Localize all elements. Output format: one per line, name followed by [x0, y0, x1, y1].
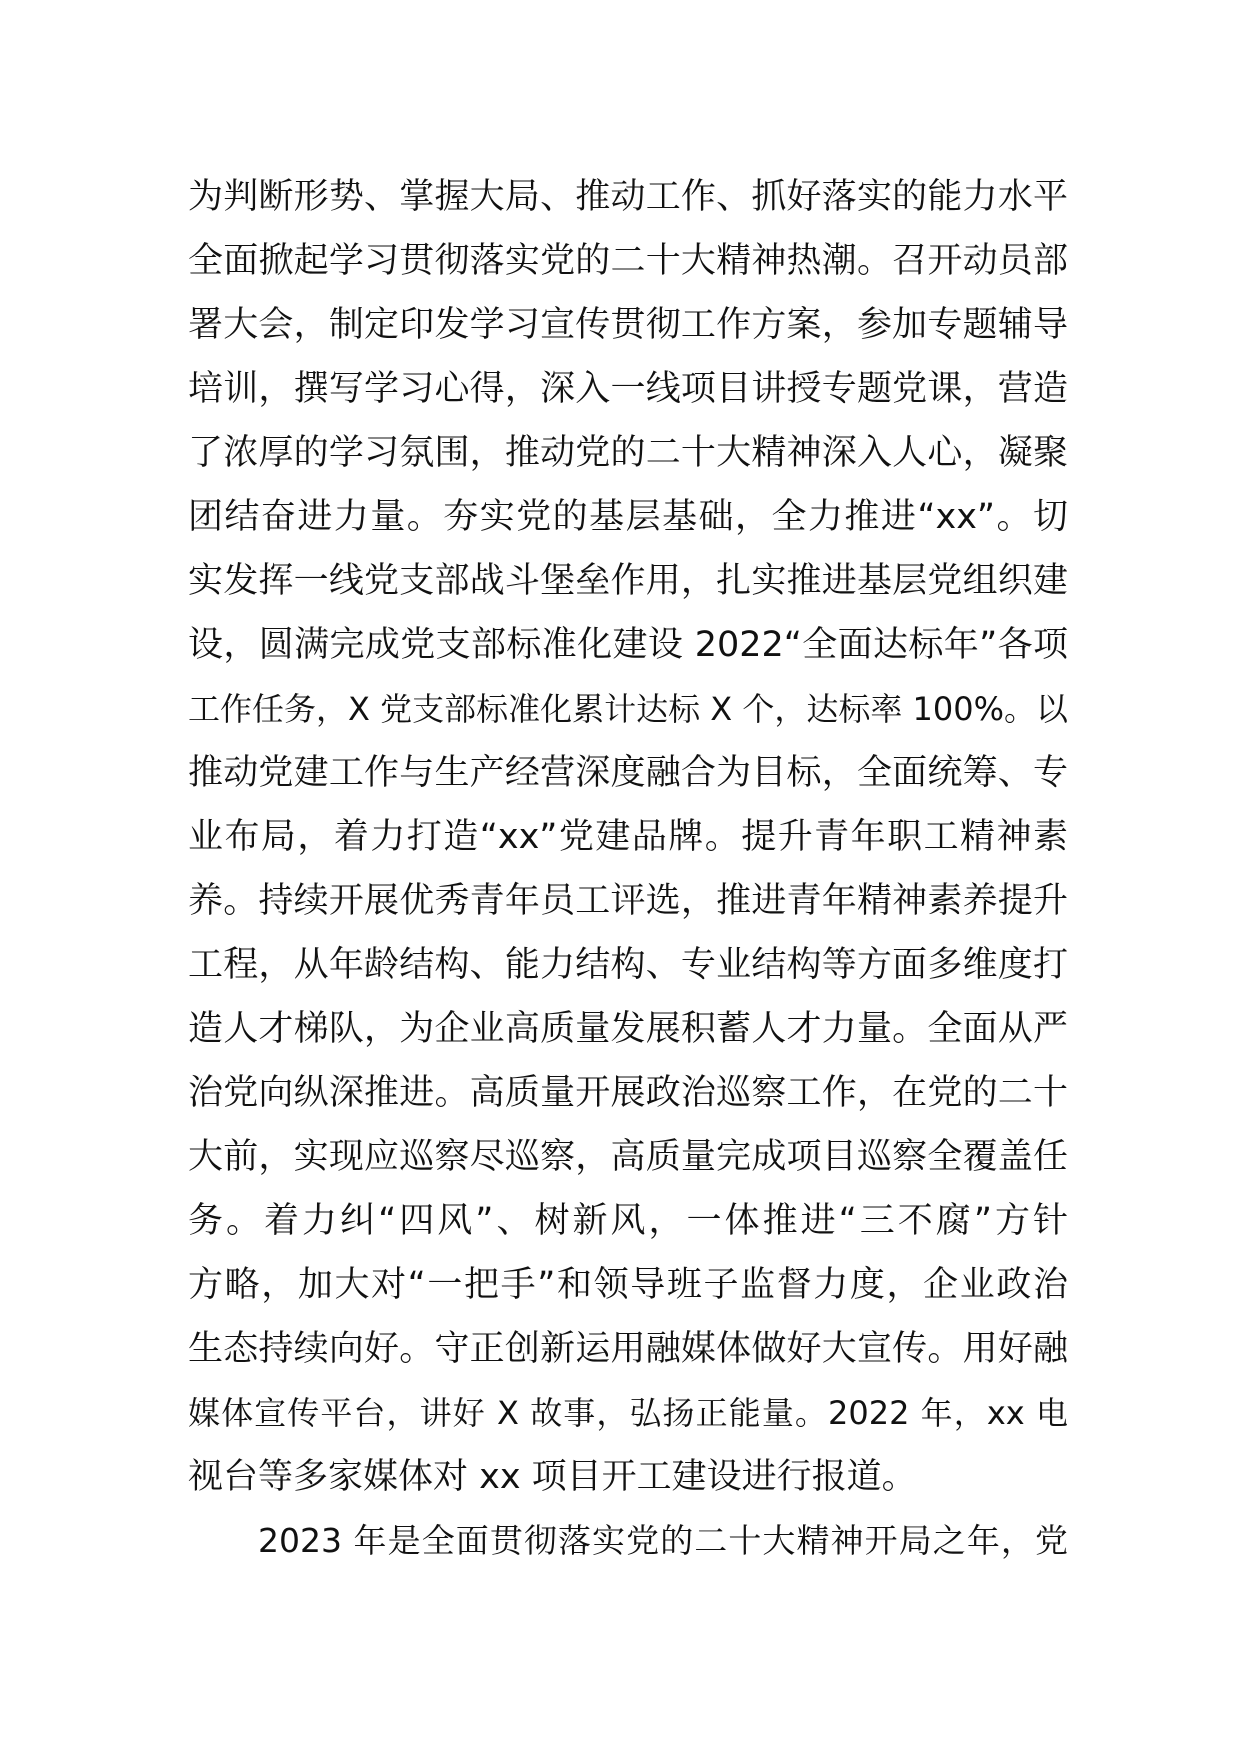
- paragraph-line-indented: 2023 年是全面贯彻落实党的二十大精神开局之年，党: [258, 1521, 1068, 1560]
- paragraph-line: 视台等多家媒体对 xx 项目开工建设进行报道。: [188, 1457, 917, 1497]
- paragraph-line: 媒体宣传平台，讲好 X 故事，弘扬正能量。2022 年，xx 电: [188, 1394, 1068, 1432]
- paragraph-line: 全面掀起学习贯彻落实党的二十大精神热潮。召开动员部: [188, 241, 1068, 281]
- paragraph-line: 造人才梯队，为企业高质量发展积蓄人才力量。全面从严: [188, 1009, 1068, 1049]
- paragraph-line: 生态持续向好。守正创新运用融媒体做好大宣传。用好融: [188, 1329, 1068, 1369]
- paragraph-line: 培训，撰写学习心得，深入一线项目讲授专题党课，营造: [188, 369, 1068, 409]
- paragraph-line: 工作任务，X 党支部标准化累计达标 X 个，达标率 100%。以: [188, 690, 1068, 728]
- paragraph-line: 务。着力纠“四风”、树新风，一体推进“三不腐”方针: [188, 1201, 1068, 1241]
- paragraph-line: 工程，从年龄结构、能力结构、专业结构等方面多维度打: [188, 945, 1068, 985]
- body-text: [188, 165, 1068, 1573]
- paragraph-line: 了浓厚的学习氛围，推动党的二十大精神深入人心，凝聚: [188, 433, 1068, 473]
- paragraph-line: 设，圆满完成党支部标准化建设 2022“全面达标年”各项: [188, 625, 1068, 665]
- paragraph-line: 业布局，着力打造“xx”党建品牌。提升青年职工精神素: [188, 817, 1068, 857]
- paragraph-line: 团结奋进力量。夯实党的基层基础，全力推进“xx”。切: [188, 497, 1068, 537]
- paragraph-line: 为判断形势、掌握大局、推动工作、抓好落实的能力水平: [188, 177, 1068, 217]
- paragraph-line: 治党向纵深推进。高质量开展政治巡察工作，在党的二十: [188, 1073, 1068, 1113]
- paragraph-line: 实发挥一线党支部战斗堡垒作用，扎实推进基层党组织建: [188, 561, 1068, 601]
- paragraph-line: 推动党建工作与生产经营深度融合为目标，全面统筹、专: [188, 753, 1068, 793]
- paragraph-line: 署大会，制定印发学习宣传贯彻工作方案，参加专题辅导: [188, 305, 1068, 345]
- paragraph-line: 大前，实现应巡察尽巡察，高质量完成项目巡察全覆盖任: [188, 1137, 1068, 1177]
- paragraph-line: 养。持续开展优秀青年员工评选，推进青年精神素养提升: [188, 881, 1068, 921]
- paragraph-line: 方略，加大对“一把手”和领导班子监督力度，企业政治: [188, 1265, 1068, 1305]
